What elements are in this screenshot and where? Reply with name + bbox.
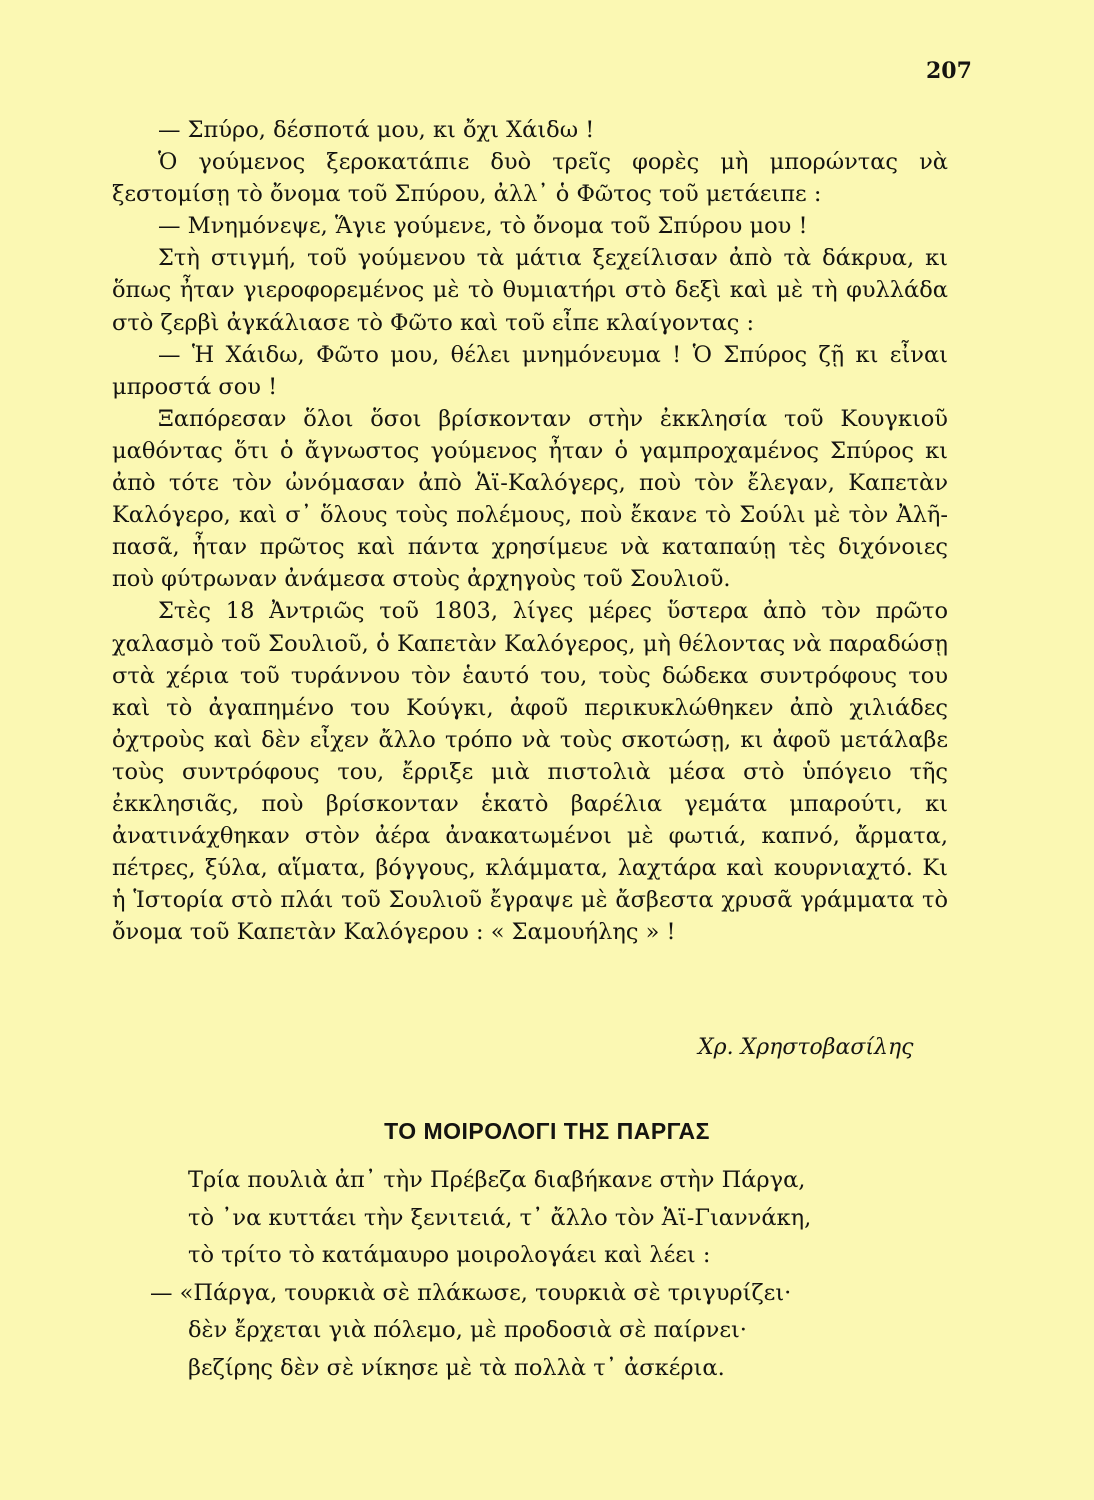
poem-line: Τρία πουλιὰ ἀπ᾿ τὴν Πρέβεζα διαβήκανε στὴν Πάργα, (188, 1167, 806, 1193)
page-number: 207 (926, 58, 972, 84)
poem-line: — «Πάργα, τουρκιὰ σὲ πλάκωσε, τουρκιὰ σὲ τριγυρίζει· (150, 1279, 792, 1306)
poem-line: βεζίρης δὲν σὲ νίκησε μὲ τὰ πολλὰ τ᾿ ἀσκέρια. (188, 1354, 725, 1381)
paragraph: Ξαπόρεσαν ὅλοι ὅσοι βρίσκονταν στὴν ἐκκλησία τοῦ Κουγκιοῦ μαθόντας ὅτι ὁ ἄγνωστος γούμενος ἦταν ὁ γαμπροχαμένος Σπύρος κι ἀπὸ τότε τὸν ὠνόμασαν ἀπὸ Ἁϊ-Καλόγερς, ποὺ τὸν ἔλεγαν, Καπετὰν Καλόγερο, καὶ σ᾿ ὅλους τοὺς πολέμους, ποὺ ἔκανε τὸ Σούλι μὲ τὸν Ἀλῆ-πασᾶ, ἦταν πρῶτος καὶ πάντα χρησίμευε νὰ καταπαύῃ τὲς διχόνοιες ποὺ φύτρωναν ἀνάμεσα στοὺς ἀρχηγοὺς τοῦ Σουλιοῦ. (112, 405, 948, 593)
paragraph: Στὴ στιγμή, τοῦ γούμενου τὰ μάτια ξεχείλισαν ἀπὸ τὰ δάκρυα, κι ὅπως ἦταν γιεροφορεμένος μὲ τὸ θυμιατήρι στὸ δεξὶ καὶ μὲ τὴ φυλλάδα στὸ ζερβὶ ἀγκάλιασε τὸ Φῶτο καὶ τοῦ εἶπε κλαίγοντας : (112, 245, 948, 336)
poem-body (150, 1162, 811, 1387)
paragraph: — Ἡ Χάιδω, Φῶτο μου, θέλει μνημόνευμα ! Ὁ Σπύρος ζῇ κι εἶναι μπροστά σου ! (112, 341, 948, 400)
paragraph: Στὲς 18 Ἀντριῶς τοῦ 1803, λίγες μέρες ὕστερα ἀπὸ τὸν πρῶτο χαλασμὸ τοῦ Σουλιοῦ, ὁ Καπετὰν Καλόγερος, μὴ θέλοντας νὰ παραδώσῃ στὰ χέρια τοῦ τυράννου τὸν ἑαυτό του, τοὺς δώδεκα συντρόφους του καὶ τὸ ἀγαπημένο του Κούγκι, ἀφοῦ περικυκλώθηκεν ἀπὸ χιλιάδες ὀχτροὺς καὶ δὲν εἶχεν ἄλλο τρόπο νὰ τοὺς σκοτώσῃ, κι ἀφοῦ μετάλαβε τοὺς συντρόφους του, ἔρριξε μιὰ πιστολιὰ μέσα στὸ ὑπόγειο τῆς ἐκκλησιᾶς, ποὺ βρίσκονταν ἑκατὸ βαρέλια γεμάτα μπαρούτι, κι ἀνατινάχθηκαν στὸν ἀέρα ἀνακατωμένοι μὲ φωτιά, καπνό, ἄρματα, πέτρες, ξύλα, αἵματα, βόγγους, κλάμματα, λαχτάρα καὶ κουρνιαχτό. Κι ἡ Ἱστορία στὸ πλάι τοῦ Σουλιοῦ ἔγραψε μὲ ἄσβεστα χρυσᾶ γράμματα τὸ ὄνομα τοῦ Καπετὰν Καλόγερου : « Σαμουήλης » ! (112, 598, 948, 946)
paragraph: — Μνημόνεψε, Ἅγιε γούμενε, τὸ ὄνομα τοῦ Σπύρου μου ! (158, 213, 808, 240)
poem-line: δὲν ἔρχεται γιὰ πόλεμο, μὲ προδοσιὰ σὲ παίρνει· (188, 1317, 747, 1343)
article-body (112, 114, 948, 948)
poem-line: τὸ τρίτο τὸ κατάμαυρο μοιρολογάει καὶ λέει : (188, 1242, 711, 1268)
author-signature: Χρ. Χρηστοβασίλης (698, 1035, 914, 1060)
poem-line: τὸ ᾿να κυττάει τὴν ξενιτειά, τ᾿ ἄλλο τὸν Ἁϊ-Γιαννάκη, (188, 1204, 812, 1231)
paragraph: — Σπύρο, δέσποτά μου, κι ὄχι Χάιδω ! (158, 117, 595, 143)
poem-title: ΤΟ ΜΟΙΡΟΛΟΓΙ ΤΗΣ ΠΑΡΓΑΣ (384, 1118, 710, 1144)
paragraph: Ὁ γούμενος ξεροκατάπιε δυὸ τρεῖς φορὲς μὴ μπορώντας νὰ ξεστομίσῃ τὸ ὄνομα τοῦ Σπύρου, ἀλλ᾿ ὁ Φῶτος τοῦ μετάειπε : (112, 149, 948, 208)
